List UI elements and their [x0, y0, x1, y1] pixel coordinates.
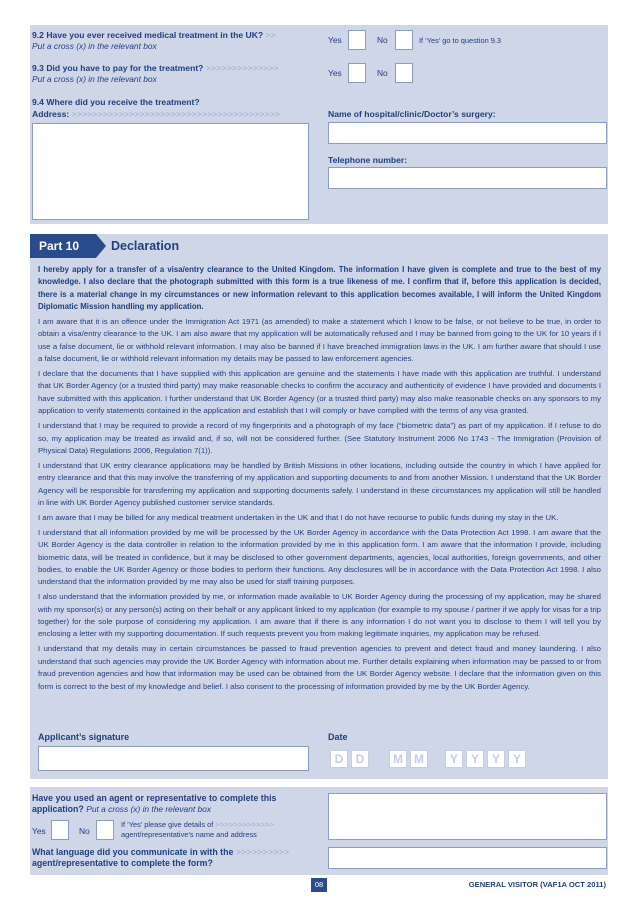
- agent-details-input[interactable]: [328, 793, 607, 840]
- question-9-2: [32, 30, 322, 41]
- yes-checkbox-9-2[interactable]: [348, 30, 366, 50]
- question-9-3: [32, 63, 332, 74]
- signature-input[interactable]: [38, 746, 309, 771]
- question-9-2-title: 9.2 Have you ever received medical treatment in the UK?: [32, 30, 264, 40]
- question-9-4-title: 9.4 Where did you receive the treatment?: [32, 97, 200, 107]
- hospital-input[interactable]: [328, 122, 607, 144]
- arrow-indicator: >>>>>>>>>>: [235, 847, 290, 857]
- date-year-cell[interactable]: Y: [445, 750, 463, 768]
- signature-label: Applicant’s signature: [38, 732, 130, 742]
- telephone-label: Telephone number:: [328, 155, 408, 165]
- date-input-group: [328, 745, 536, 773]
- address-label: Address:: [32, 109, 70, 119]
- declaration-paragraph: I hereby apply for a transfer of a visa/entry clearance to the United Kingdom. The information I have given is complete and true to the best of my knowledge. I also declare that the photograph submitted with this form is a true likeness of me. I confirm that if, before this application is decided, there is a material change in my circumstances or new information relevant to this application becomes available, I will inform the United Kingdom Diplomatic Mission handling my application.: [38, 265, 601, 312]
- no-label: No: [79, 826, 90, 836]
- declaration-paragraph: I understand that UK entry clearance applications may be handled by British Missions in other locations, including outside the country in which I have applied for entry clearance and that this may involve the transferring of my application and supporting documents to and from another Mission. I understand that the UK Border Agency will be responsible for transferring my application and supporting documents safely. I understand in these circumstances my application will still be handled in line with UK Border Agency published customer service standards.: [38, 460, 601, 507]
- language-question: [32, 847, 322, 869]
- no-checkbox-agent[interactable]: [96, 820, 114, 840]
- no-label: No: [377, 68, 388, 78]
- no-label: No: [377, 35, 388, 45]
- page-number: 08: [311, 878, 327, 892]
- part-tab: [30, 234, 96, 258]
- declaration-paragraph: I understand that I may be required to provide a record of my fingerprints and a photograph of my face (“biometric data”) as part of my application. If I refuse to do so, my application may be treated as invalid and, if so, will not be considered further. (See Statutory Instrument 2006 No 1743 - The Immigration (Provision of Physical Data) Regulations 2006, Regulation 7(1)).: [38, 421, 601, 455]
- arrow-indicator: >>>>>>>>>>>>>>>>>>>>>>>>>>>>>>>>>>>>>>>>: [71, 109, 281, 119]
- declaration-text: [38, 264, 601, 696]
- date-year-cell[interactable]: Y: [466, 750, 484, 768]
- question-9-2-note: If ‘Yes’ go to question 9.3: [419, 36, 502, 45]
- declaration-paragraph: I also understand that the information provided by me, or information made available to UK Border Agency during the processing of my application, may be shared with my sponsor(s) or any person(s) acting on their behalf or any applicant linked to my application (for example to my spouse / partner if we apply for visas for a trip together) for the sole purpose of considering my application. I am aware that if there is any information I do not want you to disclose to them I will tell you by enclosing a letter with my supporting documentation. If such requests prevent you from making legitimate inquiries, my application may be refused.: [38, 592, 601, 639]
- arrow-indicator: >>>>>>>>>>>>>: [215, 820, 275, 829]
- question-9-3-title: 9.3 Did you have to pay for the treatment?: [32, 63, 204, 73]
- agent-question-text: Have you used an agent or representative to complete this application?: [32, 793, 277, 814]
- language-input[interactable]: [328, 847, 607, 869]
- date-day-cell[interactable]: D: [330, 750, 348, 768]
- agent-note: [121, 820, 321, 840]
- address-row: [32, 109, 322, 120]
- question-9-3-hint: Put a cross (x) in the relevant box: [32, 74, 157, 84]
- agent-note-line: agent/representative’s name and address: [121, 830, 257, 839]
- yes-checkbox-9-3[interactable]: [348, 63, 366, 83]
- agent-note-line: If ‘Yes’ please give details of: [121, 820, 214, 829]
- telephone-input[interactable]: [328, 167, 607, 189]
- no-checkbox-9-2[interactable]: [395, 30, 413, 50]
- form-identifier: GENERAL VISITOR (VAF1A OCT 2011): [468, 880, 606, 889]
- declaration-paragraph: I am aware that I may be billed for any medical treatment undertaken in the UK and that I do not have recourse to public funds during my stay in the UK.: [38, 512, 559, 522]
- yes-checkbox-agent[interactable]: [51, 820, 69, 840]
- language-question-text: agent/representative to complete the form?: [32, 858, 213, 868]
- declaration-heading: Declaration: [111, 239, 180, 253]
- arrow-indicator: >>>>>>>>>>>>>>: [205, 63, 279, 73]
- tab-arrow-shape: [96, 234, 106, 258]
- date-year-cell[interactable]: Y: [487, 750, 505, 768]
- yes-label: Yes: [328, 68, 342, 78]
- address-input[interactable]: [32, 123, 309, 220]
- arrow-indicator: >>: [265, 30, 276, 40]
- date-day-cell[interactable]: D: [351, 750, 369, 768]
- declaration-paragraph: I understand that all information provided by me will be processed by the UK Border Agency in accordance with the Data Protection Act 1998. I am aware that the UK Border Agency is the data controller in relation to the information provided by me in this application form. I am aware that the information I provide, including biometric data, will be treated in confidence, but it may be disclosed to other government departments, agencies, local authorities, foreign governments, and other bodies, to enable the UK Border Agency or those bodies to perform their functions. Any disclosures will be in accordance with the Data Protection Act 1998. I also understand that the information provided by me may also be used for staff training purposes.: [38, 528, 601, 587]
- question-9-2-hint: Put a cross (x) in the relevant box: [32, 41, 157, 51]
- date-year-cell[interactable]: Y: [508, 750, 526, 768]
- hospital-label: Name of hospital/clinic/Doctor’s surgery:: [328, 109, 496, 119]
- agent-question-hint: Put a cross (x) in the relevant box: [86, 804, 212, 814]
- language-question-text: What language did you communicate in with the: [32, 847, 234, 857]
- declaration-paragraph: I am aware that it is an offence under the Immigration Act 1971 (as amended) to make a statement which I know to be false, or not believe to be true, in order to obtain a visa/entry clearance to the UK. I am also aware that my application will be automatically refused and I may be banned from going to the UK for 10 years if I use a false document, lie or withhold relevant information. I may also be banned if I have breached immigration laws in the UK. I am further aware that should I use a false document, lie or withhold relevant information my details may be passed to law enforcement agencies.: [38, 317, 601, 364]
- part-tab-label: Part 10: [39, 239, 80, 253]
- date-label: Date: [328, 732, 348, 742]
- yes-label: Yes: [32, 826, 46, 836]
- declaration-paragraph: I declare that the documents that I have supplied with this application are genuine and the statements I have made with this application are truthful. I understand that UK Border Agency (or a trusted third party) may make reasonable checks to confirm the accuracy and authenticity of evidence I have provided and documents I have submitted with this application. I further understand that UK Border Agency (or a trusted third party) may also make reasonable checks on any sponsors to my application to verify statements contained in the application and establish that I will comply or have complied with the terms of any visa granted.: [38, 369, 601, 416]
- yes-label: Yes: [328, 35, 342, 45]
- date-month-cell[interactable]: M: [410, 750, 428, 768]
- date-month-cell[interactable]: M: [389, 750, 407, 768]
- agent-question: [32, 793, 312, 815]
- no-checkbox-9-3[interactable]: [395, 63, 413, 83]
- declaration-paragraph: I understand that my details may in certain circumstances be passed to fraud prevention agencies to prevent and detect fraud and money laundering. I also understand that such agencies may provide the UK Border Agency with information about me. Further details explaining when information may be passed to or from fraud prevention agencies and how that information may be used can be obtained from the UK Border Agency website. I declare that the information given on this form is correct to the best of my knowledge and belief. I also consent to the processing of information provided by me by the UK Border Agency.: [38, 644, 601, 691]
